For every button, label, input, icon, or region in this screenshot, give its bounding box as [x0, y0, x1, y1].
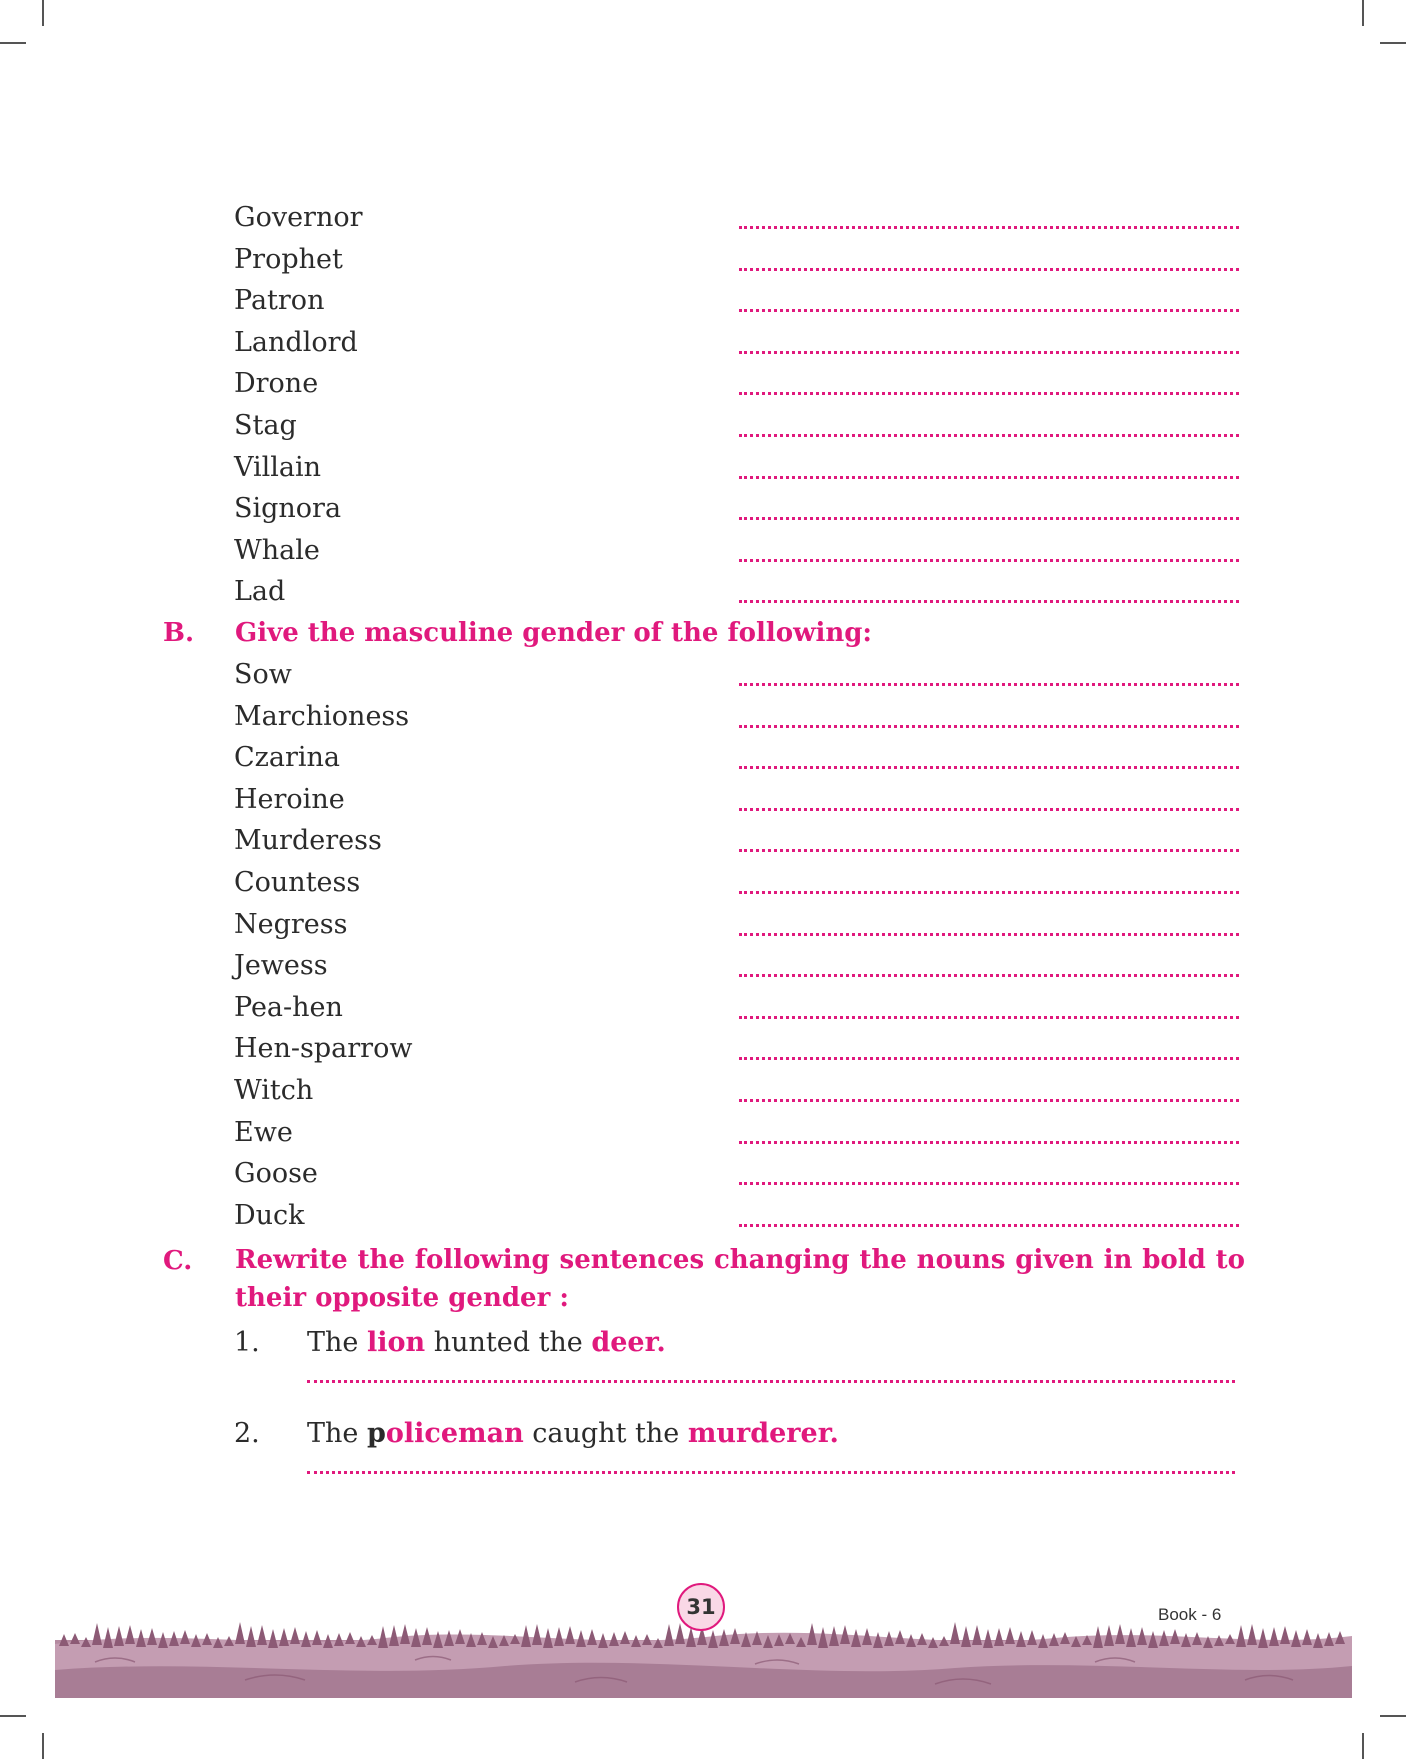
pine-tree: [983, 1629, 993, 1648]
pine-tree: [147, 1628, 157, 1645]
pine-tree: [565, 1626, 575, 1644]
pine-tree: [961, 1626, 971, 1647]
pine-tree: [1269, 1627, 1279, 1646]
word-label: Villain: [234, 451, 322, 483]
sentence-fragment: hunted the: [425, 1327, 592, 1358]
bold-noun: deer.: [591, 1327, 666, 1358]
word-label: Murderess: [234, 825, 382, 857]
pine-tree: [345, 1632, 355, 1644]
pine-tree: [950, 1622, 960, 1644]
sentence-fragment: caught the: [523, 1418, 688, 1449]
word-row: [234, 988, 1244, 1028]
word-label: Hen-sparrow: [234, 1033, 413, 1065]
word-label: Sow: [234, 659, 292, 690]
word-row: [234, 821, 1244, 861]
pine-tree: [609, 1632, 619, 1646]
word-row: [234, 198, 1244, 238]
pine-tree: [620, 1631, 630, 1644]
answer-blank[interactable]: [739, 1141, 1239, 1144]
word-label: Marchioness: [234, 700, 410, 732]
pine-tree: [1027, 1630, 1037, 1645]
pine-tree: [1280, 1626, 1290, 1644]
word-label: Goose: [234, 1158, 318, 1190]
sentence-text: [307, 1323, 666, 1363]
word-row: [234, 738, 1244, 778]
section-c-title: Rewrite the following sentences changing the nouns given in bold to their opposite gender :: [235, 1245, 1245, 1313]
word-row: [234, 697, 1244, 737]
answer-blank[interactable]: [739, 559, 1239, 562]
word-row: [234, 572, 1244, 612]
pine-tree: [675, 1623, 685, 1644]
word-label: Lad: [234, 576, 286, 608]
word-row: [234, 1154, 1244, 1194]
pine-tree: [664, 1624, 674, 1646]
pine-tree: [279, 1628, 289, 1646]
answer-blank[interactable]: [739, 434, 1239, 437]
word-row: [234, 489, 1244, 529]
word-label: Negress: [234, 908, 348, 940]
pine-tree: [70, 1633, 80, 1644]
pine-tree: [554, 1627, 564, 1646]
answer-blank[interactable]: [739, 766, 1239, 769]
word-row: [234, 655, 1244, 695]
pine-tree: [235, 1622, 245, 1644]
answer-blank[interactable]: [739, 309, 1239, 312]
answer-blank[interactable]: [739, 1057, 1239, 1060]
answer-blank[interactable]: [739, 476, 1239, 479]
pine-tree: [312, 1630, 322, 1645]
word-row: [234, 905, 1244, 945]
word-row: [234, 448, 1244, 488]
sentence-fragment: The: [307, 1418, 367, 1449]
pine-tree: [268, 1629, 278, 1648]
word-row: [234, 281, 1244, 321]
word-label: Whale: [234, 534, 320, 566]
pine-tree: [521, 1625, 531, 1647]
word-label: Heroine: [234, 783, 345, 815]
pine-tree: [1291, 1630, 1301, 1647]
word-row: [234, 1071, 1244, 1111]
pine-tree: [1247, 1624, 1257, 1645]
word-row: [234, 364, 1244, 404]
word-label: Countess: [234, 867, 361, 898]
pine-tree: [334, 1633, 344, 1646]
pine-tree: [895, 1630, 905, 1644]
word-row: [234, 1196, 1244, 1236]
word-row: [234, 240, 1244, 280]
answer-blank[interactable]: [739, 849, 1239, 852]
word-row: [234, 406, 1244, 446]
word-label: Czarina: [234, 742, 341, 774]
pine-tree: [1302, 1629, 1312, 1645]
word-label: Pea-hen: [234, 991, 343, 1023]
word-row: [234, 323, 1244, 363]
pine-tree: [389, 1625, 399, 1646]
bold-noun: oliceman: [385, 1418, 524, 1449]
section-b-letter: B.: [163, 618, 195, 648]
section-b-title: Give the masculine gender of the following:: [235, 618, 873, 648]
pine-tree: [917, 1633, 927, 1645]
pine-tree: [114, 1626, 124, 1646]
word-label: Stag: [234, 410, 297, 441]
sentence-fragment: The: [307, 1327, 367, 1358]
word-row: [234, 1113, 1244, 1153]
item-number: 2.: [234, 1418, 260, 1449]
word-label: Signora: [234, 493, 342, 525]
pine-tree: [180, 1630, 190, 1644]
answer-blank[interactable]: [739, 600, 1239, 603]
word-row: [234, 946, 1244, 986]
sentence-text: [307, 1414, 839, 1454]
answer-blank[interactable]: [739, 808, 1239, 811]
pine-tree: [246, 1626, 256, 1647]
word-label: Prophet: [234, 243, 343, 275]
pine-tree: [642, 1634, 652, 1645]
pine-tree: [1016, 1631, 1026, 1647]
bold-noun: murderer.: [687, 1418, 839, 1449]
word-row: [234, 780, 1244, 820]
pine-tree: [92, 1623, 102, 1645]
word-label: Governor: [234, 202, 363, 233]
answer-blank[interactable]: [739, 683, 1239, 686]
book-label: Book - 6: [1158, 1605, 1222, 1624]
pine-tree: [1005, 1627, 1015, 1644]
pine-tree: [378, 1626, 388, 1648]
word-row: [234, 1029, 1244, 1069]
answer-blank[interactable]: [739, 517, 1239, 520]
page-number-badge: 31: [677, 1583, 725, 1631]
word-row: [234, 863, 1244, 903]
answer-blank[interactable]: [739, 351, 1239, 354]
pine-tree: [972, 1625, 982, 1645]
answer-blank[interactable]: [739, 1182, 1239, 1185]
pine-tree: [587, 1629, 597, 1645]
pine-tree: [103, 1627, 113, 1648]
word-label: Witch: [234, 1075, 314, 1106]
word-label: Ewe: [234, 1116, 293, 1148]
word-label: Patron: [234, 285, 325, 317]
item-number: 1.: [234, 1327, 260, 1358]
pine-tree: [125, 1625, 135, 1644]
pine-tree: [1258, 1628, 1268, 1648]
word-label: Duck: [234, 1199, 305, 1231]
pine-tree: [1236, 1625, 1246, 1647]
answer-blank[interactable]: [739, 268, 1239, 271]
answer-blank[interactable]: [739, 974, 1239, 977]
answer-blank[interactable]: [739, 1224, 1239, 1227]
answer-blank[interactable]: [739, 725, 1239, 728]
pine-tree: [532, 1624, 542, 1645]
section-c-letter: C.: [163, 1246, 193, 1276]
word-label: Jewess: [234, 950, 328, 982]
answer-blank[interactable]: [739, 1099, 1239, 1102]
answer-blank[interactable]: [739, 392, 1239, 395]
pine-tree: [576, 1630, 586, 1647]
pine-tree: [1115, 1624, 1125, 1644]
answer-blank[interactable]: [739, 933, 1239, 936]
answer-line[interactable]: [307, 1471, 1235, 1474]
word-row: [234, 531, 1244, 571]
sentence-item: [234, 1323, 1244, 1363]
pine-tree: [290, 1627, 300, 1644]
answer-blank[interactable]: [739, 891, 1239, 894]
pine-tree: [301, 1631, 311, 1647]
pine-tree: [400, 1624, 410, 1644]
sentence-item: [234, 1414, 1244, 1454]
bold-noun: p: [366, 1418, 386, 1449]
bold-noun: lion: [366, 1327, 426, 1358]
word-label: Landlord: [234, 326, 358, 358]
pine-tree: [994, 1628, 1004, 1646]
word-label: Drone: [234, 368, 319, 400]
answer-blank[interactable]: [739, 226, 1239, 229]
answer-blank[interactable]: [739, 1016, 1239, 1019]
pine-tree: [257, 1625, 267, 1645]
answer-line[interactable]: [307, 1380, 1235, 1383]
